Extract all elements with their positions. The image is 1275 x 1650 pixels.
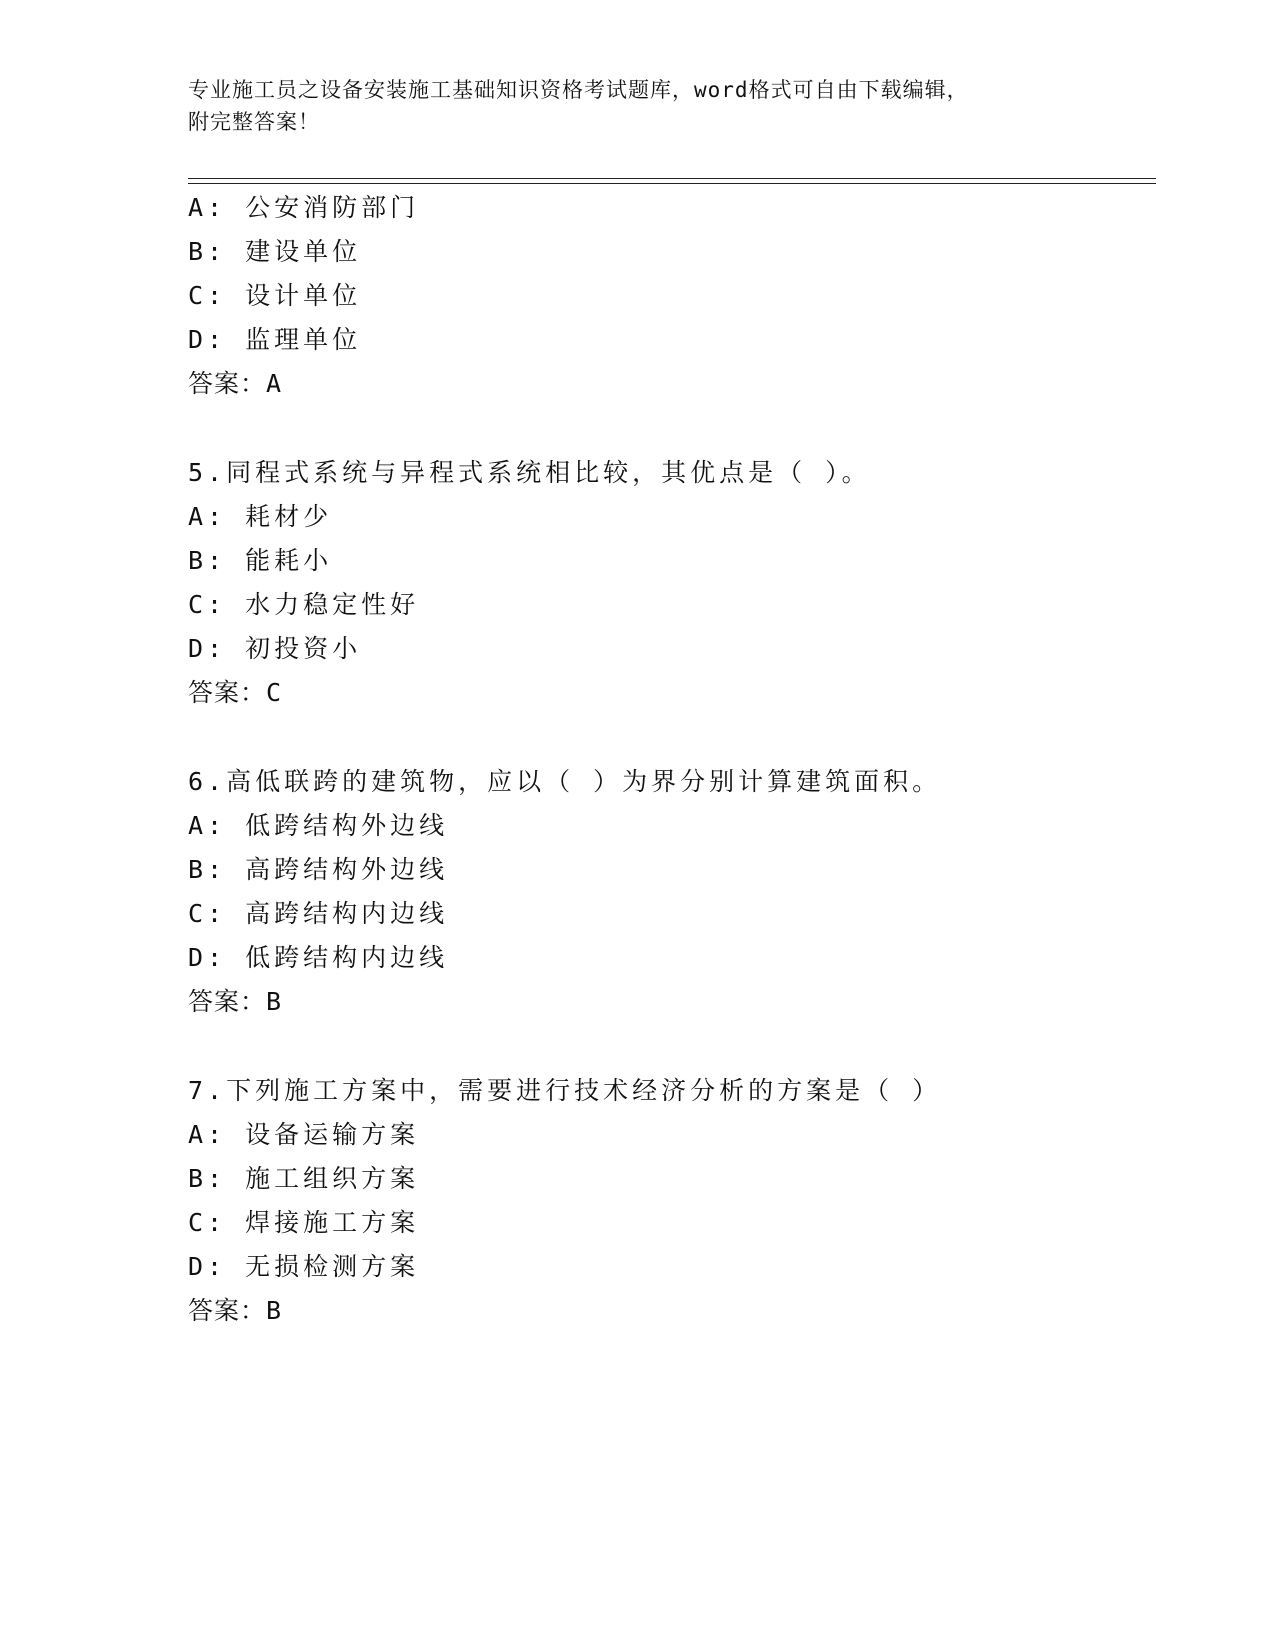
question-7-option-b: B: 施工组织方案 <box>188 1164 420 1193</box>
question-7-option-a: A: 设备运输方案 <box>188 1120 420 1149</box>
question-6-option-d: D: 低跨结构内边线 <box>188 943 449 972</box>
question-7-text: 7.下列施工方案中，需要进行技术经济分析的方案是（ ） <box>188 1076 942 1105</box>
partial-option-d: D: 监理单位 <box>188 325 362 354</box>
question-5-option-d: D: 初投资小 <box>188 634 362 663</box>
question-7-option-d: D: 无损检测方案 <box>188 1252 420 1281</box>
question-5-text: 5.同程式系统与异程式系统相比较，其优点是（ ）。 <box>188 458 871 487</box>
question-6-option-c: C: 高跨结构内边线 <box>188 899 449 928</box>
question-5-option-c: C: 水力稳定性好 <box>188 590 420 619</box>
document-header <box>188 74 1088 138</box>
question-6-option-a: A: 低跨结构外边线 <box>188 811 449 840</box>
partial-option-b: B: 建设单位 <box>188 237 362 266</box>
question-6-answer: 答案：B <box>188 987 283 1016</box>
question-7-option-c: C: 焊接施工方案 <box>188 1208 420 1237</box>
partial-option-c: C: 设计单位 <box>188 281 362 310</box>
question-6-text: 6.高低联跨的建筑物，应以（ ）为界分别计算建筑面积。 <box>188 767 942 796</box>
question-5-option-a: A: 耗材少 <box>188 502 333 531</box>
header-divider-top <box>188 178 1156 179</box>
header-line-1: 专业施工员之设备安装施工基础知识资格考试题库，word格式可自由下载编辑， <box>188 78 969 102</box>
header-line-2: 附完整答案！ <box>188 110 320 134</box>
partial-option-a: A: 公安消防部门 <box>188 193 420 222</box>
question-5-answer: 答案：C <box>188 678 283 707</box>
header-divider-bottom <box>188 183 1156 184</box>
question-5-option-b: B: 能耗小 <box>188 546 333 575</box>
question-6-option-b: B: 高跨结构外边线 <box>188 855 449 884</box>
question-7-answer: 答案：B <box>188 1296 283 1325</box>
partial-answer: 答案：A <box>188 369 283 398</box>
